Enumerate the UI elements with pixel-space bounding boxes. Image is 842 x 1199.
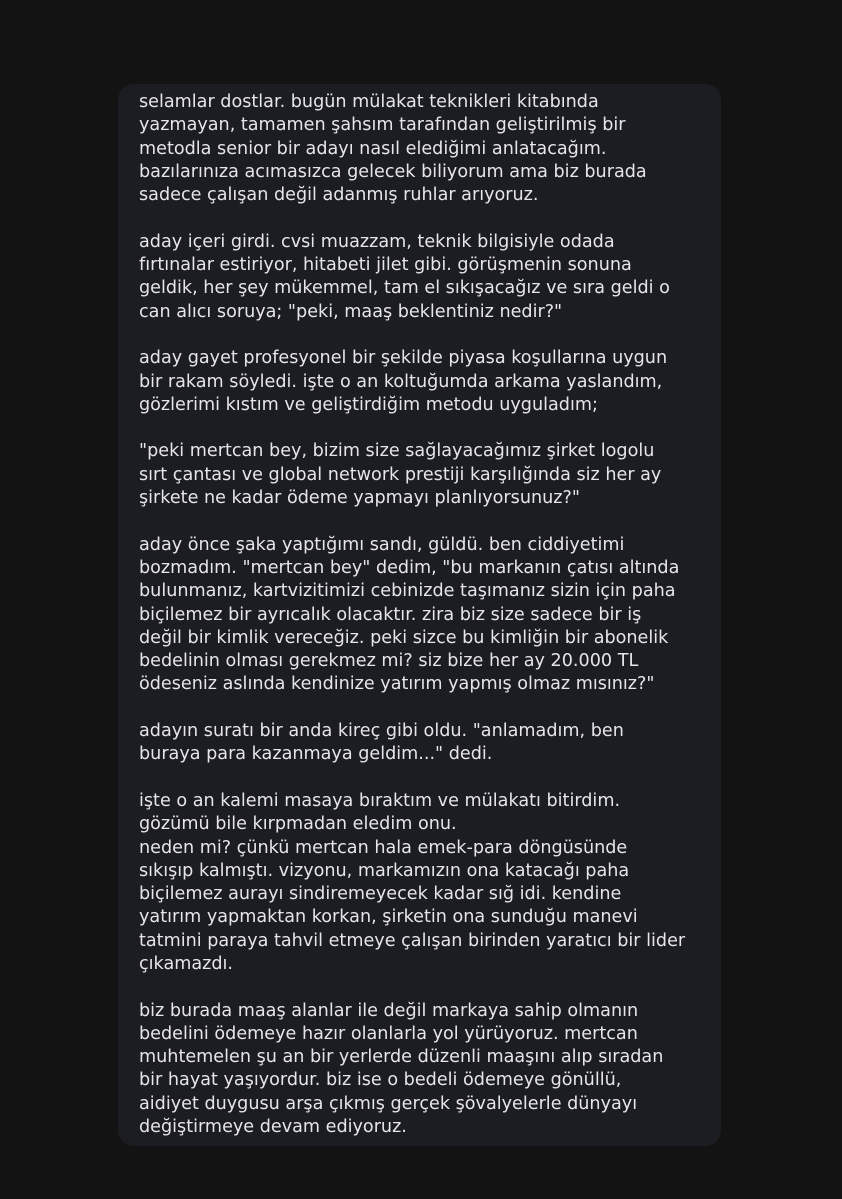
message-line: selamlar dostlar. bugün mülakat teknikleri kitabında xyxy=(139,92,599,112)
message-line: can alıcı soruya; "peki, maaş beklentiniz nedir?" xyxy=(139,301,563,322)
message-line: aday önce şaka yaptığımı sandı, güldü. ben ciddiyetimi xyxy=(139,534,625,555)
message-paragraph xyxy=(139,347,711,417)
message-line: muhtemelen şu an bir yerlerde düzenli maaşını alıp sıradan xyxy=(139,1047,664,1068)
message-line: bedelini ödemeye hazır olanlarla yol yürüyoruz. mertcan xyxy=(139,1023,638,1044)
message-text xyxy=(139,91,711,1146)
message-line: tatmini paraya tahvil etmeye çalışan birinden yaratıcı bir lider xyxy=(139,930,686,951)
message-line: değiştirmeye devam ediyoruz. xyxy=(139,1117,407,1138)
message-line: gözümü bile kırpmadan eledim onu. xyxy=(139,814,457,835)
message-line: çıkamazdı. xyxy=(139,953,234,974)
message-line: metodla senior bir adayı nasıl elediğimi anlatacağım. xyxy=(139,138,607,159)
message-line: yatırım yapmaktan korkan, şirketin ona sunduğu manevi xyxy=(139,907,638,928)
message-line: biçilemez bir ayrıcalık olacaktır. zira biz size sadece bir iş xyxy=(139,604,642,625)
message-line: "peki mertcan bey, bizim size sağlayacağımız şirket logolu xyxy=(139,441,655,462)
message-line: biz burada maaş alanlar ile değil markaya sahip olmanın xyxy=(139,1000,639,1021)
message-paragraph xyxy=(139,720,711,767)
message-paragraph xyxy=(139,231,711,324)
message-line: bir rakam söyledi. işte o an koltuğumda arkama yaslandım, xyxy=(139,371,663,392)
message-line: sıkışıp kalmıştı. vizyonu, markamızın ona katacağı paha xyxy=(139,860,630,881)
message-paragraph xyxy=(139,440,711,510)
message-line: buraya para kazanmaya geldim..." dedi. xyxy=(139,744,493,765)
message-line: ödeseniz aslında kendinize yatırım yapmış olmaz mısınız?" xyxy=(139,674,655,695)
message-line: sadece çalışan değil adanmış ruhlar arıyoruz. xyxy=(139,185,539,206)
bubble-bottom-edge xyxy=(118,1138,721,1146)
message-paragraph xyxy=(139,91,711,207)
message-line: bedelinin olması gerekmez mi? siz bize her ay 20.000 TL xyxy=(139,651,639,672)
message-line: gözlerimi kıstım ve geliştirdiğim metodu uyguladım; xyxy=(139,394,598,415)
message-line: biçilemez aurayı sindiremeyecek kadar sığ idi. kendine xyxy=(139,884,622,905)
message-line: yazmayan, tamamen şahsım tarafından geliştirilmiş bir xyxy=(139,115,626,136)
message-line: değil bir kimlik vereceğiz. peki sizce bu kimliğin bir abonelik xyxy=(139,627,669,648)
message-line: bazılarınıza acımasızca gelecek biliyorum ama biz burada xyxy=(139,161,647,182)
message-paragraph xyxy=(139,790,711,976)
message-paragraph xyxy=(139,534,711,697)
message-line: şirkete ne kadar ödeme yapmayı planlıyorsunuz?" xyxy=(139,488,580,509)
message-line: aidiyet duygusu arşa çıkmış gerçek şövalyelerle dünyayı xyxy=(139,1093,638,1114)
message-line: adayın suratı bir anda kireç gibi oldu. "anlamadım, ben xyxy=(139,721,624,742)
message-line: bir hayat yaşıyordur. biz ise o bedeli ödemeye gönüllü, xyxy=(139,1070,622,1091)
message-line: bulunmanız, kartvizitimizi cebinizde taşımanız sizin için paha xyxy=(139,581,676,602)
message-line: sırt çantası ve global network prestiji karşılığında siz her ay xyxy=(139,464,662,485)
message-line: fırtınalar estiriyor, hitabeti jilet gibi. görüşmenin sonuna xyxy=(139,255,632,276)
message-bubble xyxy=(118,84,721,1146)
message-line: aday gayet profesyonel bir şekilde piyasa koşullarına uygun xyxy=(139,348,668,369)
message-line: neden mi? çünkü mertcan hala emek-para döngüsünde xyxy=(139,837,628,858)
message-line: işte o an kalemi masaya bıraktım ve mülakatı bitirdim. xyxy=(139,790,621,811)
message-line: bozmadım. "mertcan bey" dedim, "bu markanın çatısı altında xyxy=(139,557,680,578)
message-line: geldik, her şey mükemmel, tam el sıkışacağız ve sıra geldi o xyxy=(139,278,670,299)
message-line: aday içeri girdi. cvsi muazzam, teknik bilgisiyle odada xyxy=(139,231,615,252)
message-paragraph xyxy=(139,1000,711,1140)
